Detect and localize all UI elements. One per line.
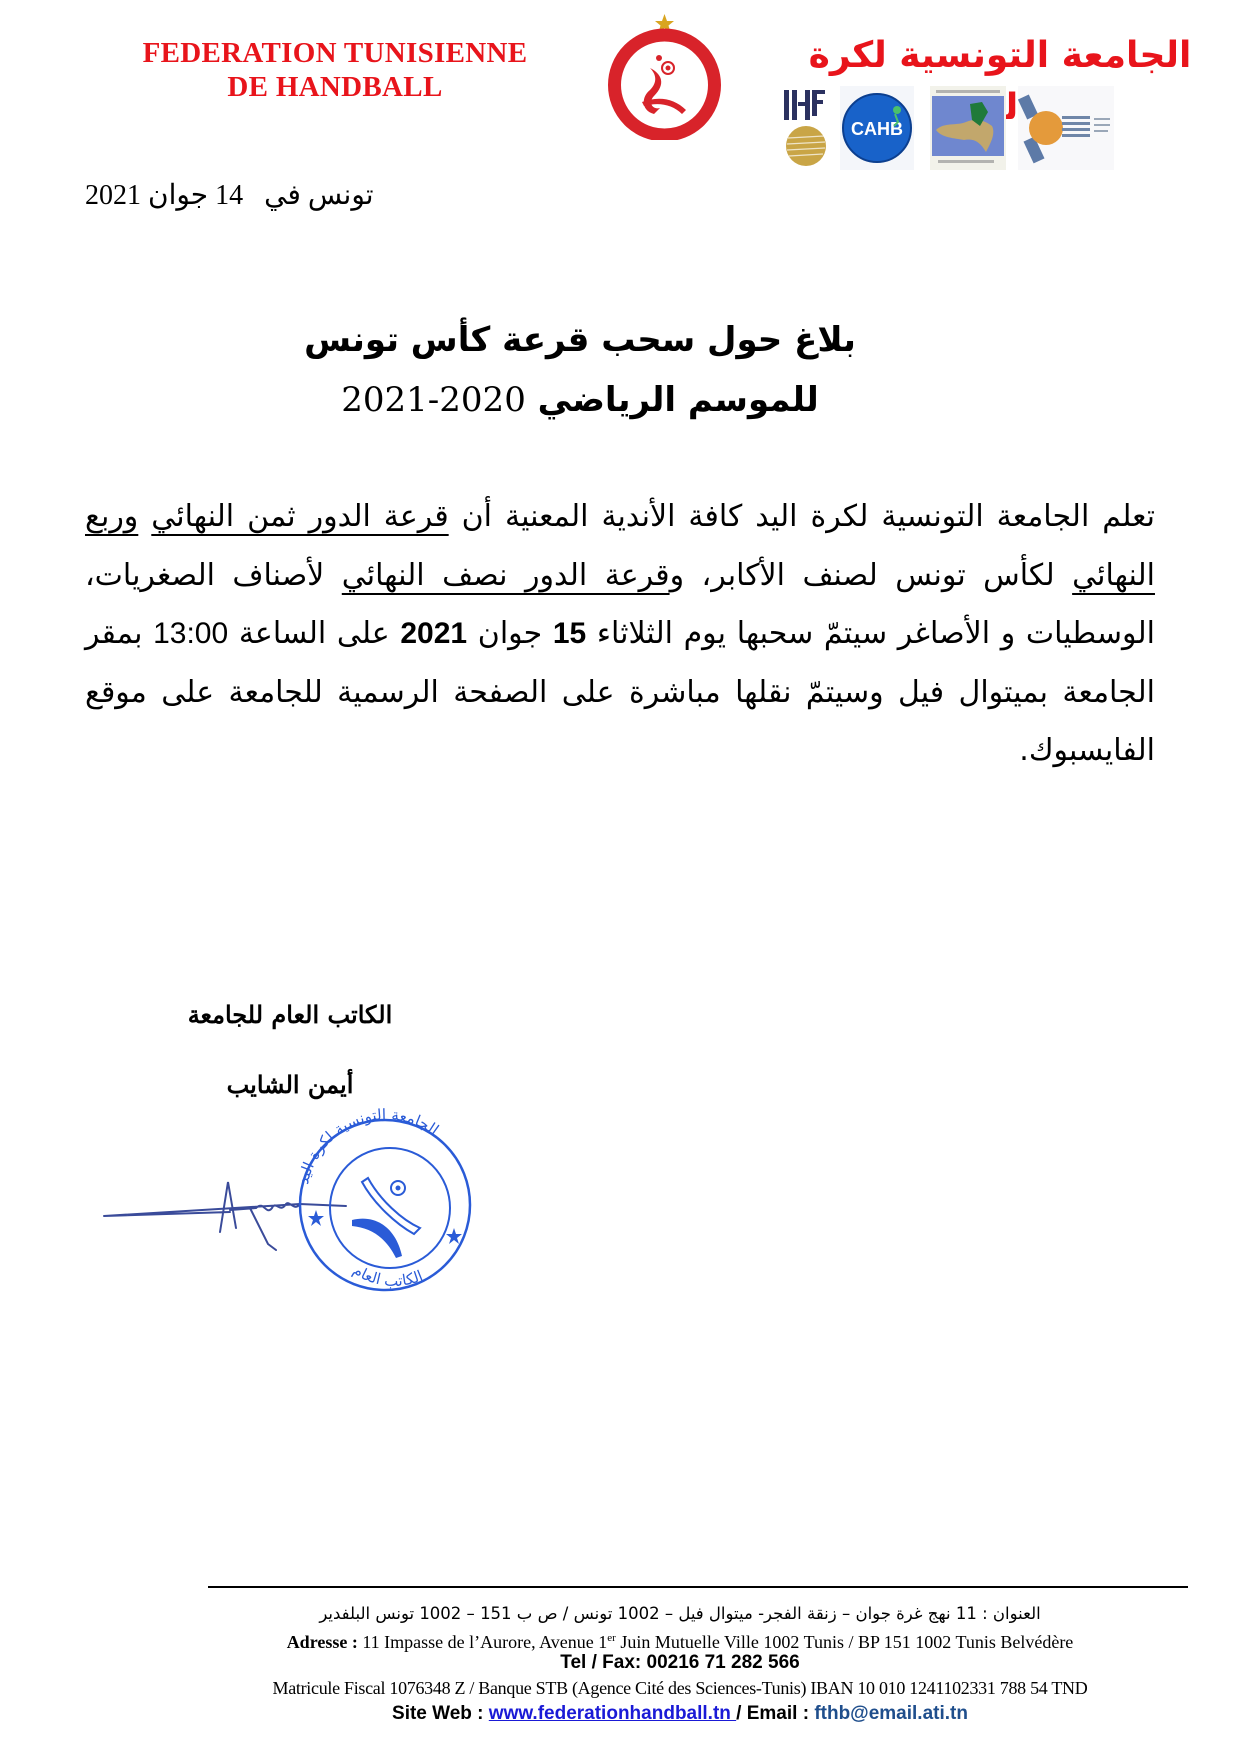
- title-season: 2020-2021: [341, 380, 526, 420]
- body-text-segment: لكأس تونس لصنف الأكابر، و: [669, 557, 1073, 593]
- title-season-label: للموسم الرياضي: [537, 380, 819, 420]
- underlined-quarter-final: وربع النهائي: [85, 499, 1155, 593]
- document-title: [300, 310, 860, 430]
- date-year: 2021: [85, 180, 141, 211]
- footer-tel-fax: Tel / Fax: 00216 71 282 566: [560, 1652, 800, 1673]
- ihf-logo: [778, 86, 828, 168]
- address-text: 11 Impasse de l’Aurore, Avenue 1: [357, 1632, 608, 1652]
- email-address[interactable]: fthb@email.ati.tn: [814, 1703, 968, 1724]
- underlined-semi-final: قرعة الدور نصف النهائي: [341, 557, 670, 593]
- address-label: Adresse :: [286, 1632, 358, 1652]
- svg-text:الجامعة التونسية لكرة اليد: [294, 1105, 442, 1185]
- body-text-segment: لأصناف الصغريات، الوسطيات و الأصاغر سيتمّ سحبها يوم الثلاثاء: [85, 557, 1156, 651]
- draw-year: 2021: [400, 617, 468, 650]
- org-name-fr-line1: FEDERATION TUNISIENNE: [142, 37, 528, 69]
- official-stamp: [294, 1105, 470, 1290]
- footer-contact: [180, 1700, 1180, 1728]
- date-month: جوان: [148, 180, 209, 211]
- star-icon: [446, 1228, 462, 1244]
- star-icon: [308, 1210, 324, 1226]
- footer-divider: [208, 1586, 1188, 1588]
- signatory-block: [140, 980, 440, 1120]
- body-text-segment: تعلم الجامعة التونسية لكرة اليد كافة الأندية المعنية أن: [448, 499, 1155, 534]
- draw-day: 15: [552, 617, 587, 650]
- cahb-logo-label: CAHB: [851, 119, 903, 139]
- email-label: / Email :: [736, 1703, 815, 1724]
- address-superscript: er: [607, 1632, 616, 1644]
- address-text: Juin Mutuelle Ville 1002 Tunis / BP 151 1002 Tunis Belvédère: [615, 1632, 1074, 1652]
- footer-fiscal-bank: Matricule Fiscal 1076348 Z / Banque STB (Agence Cité des Sciences-Tunis) IBAN 10 010 1241102331 788 54 TND: [272, 1678, 1088, 1698]
- mediterranean-confederation-logo: [1018, 86, 1114, 170]
- website-link[interactable]: www.federationhandball.tn: [488, 1703, 737, 1724]
- signature-and-stamp: [80, 1100, 520, 1320]
- title-line1: بلاغ حول سحب قرعة كأس تونس: [304, 320, 856, 360]
- org-name-fr: [100, 36, 570, 104]
- underlined-round-of-16: قرعة الدور ثمن النهائي: [151, 499, 449, 534]
- stamp-text-bottom: الكاتب العام: [349, 1260, 426, 1291]
- body-text-segment: على الساعة: [228, 616, 401, 651]
- org-name-ar: الجامعة التونسية لكرة: [808, 35, 1192, 76]
- announcement-body: [85, 488, 1155, 781]
- site-label: Site Web :: [392, 1703, 489, 1724]
- org-name-fr-line2: DE HANDBALL: [227, 71, 443, 103]
- signatory-name: أيمن الشايب: [226, 1070, 354, 1099]
- date-place: تونس في: [264, 180, 374, 211]
- body-text-segment: [138, 499, 151, 534]
- draw-time: 13:00: [153, 617, 229, 650]
- signatory-role: الكاتب العام للجامعة: [187, 1000, 393, 1029]
- footer-address-ar: العنوان : 11 نهج غرة جوان – زنقة الفجر- ميتوال فيل – 1002 تونس / ص ب 151 – 1002 تونس البلفدير: [319, 1604, 1041, 1623]
- body-text-segment: جوان: [467, 616, 553, 651]
- arab-handball-federation-logo: [930, 86, 1006, 170]
- date-day: 14: [215, 180, 244, 211]
- document-date: [85, 178, 375, 212]
- stamp-text-top: الجامعة التونسية لكرة اليد: [294, 1105, 443, 1186]
- body-text-segment: بمقر الجامعة بميتوال فيل وسيتمّ نقلها مباشرة على الصفحة الرسمية للجامعة على موقع الفايسبوك.: [85, 616, 1155, 768]
- cahb-logo: [840, 86, 914, 170]
- federation-logo: [602, 10, 727, 140]
- title-line2: [300, 370, 860, 430]
